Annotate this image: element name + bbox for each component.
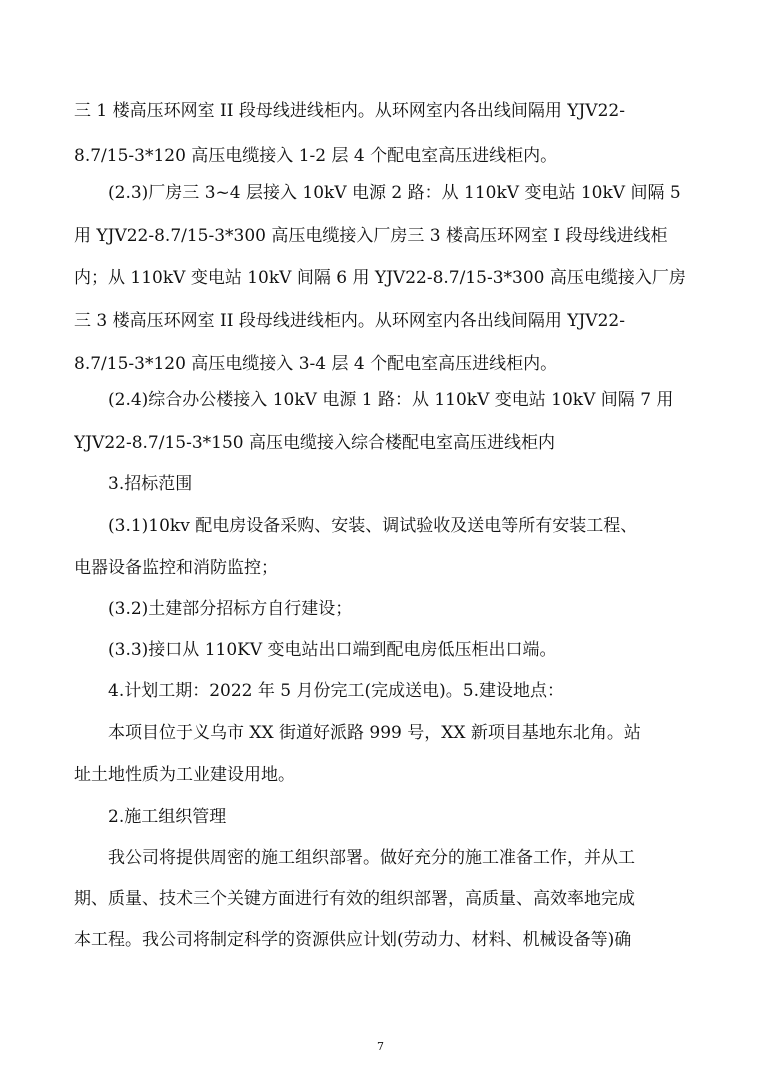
text-line: (3.2)土建部分招标方自行建设；: [108, 599, 353, 619]
text-line: 本项目位于义乌市 XX 街道好派路 999 号，XX 新项目基地东北角。站: [108, 723, 641, 743]
text-line: 8.7/15-3*120 高压电缆接入 1-2 层 4 个配电室高压进线柜内。: [74, 146, 558, 166]
page-number: 7: [377, 1040, 384, 1053]
text-line: 内；从 110kV 变电站 10kV 间隔 6 用 YJV22-8.7/15-3*300 高压电缆接入厂房: [74, 268, 686, 288]
text-line: 8.7/15-3*120 高压电缆接入 3-4 层 4 个配电室高压进线柜内。: [74, 354, 558, 374]
text-line: (3.3)接口从 110KV 变电站出口端到配电房低压柜出口端。: [108, 640, 557, 660]
text-line: 我公司将提供周密的施工组织部署。做好充分的施工准备工作，并从工: [108, 848, 635, 868]
text-line: 期、质量、技术三个关键方面进行有效的组织部署，高质量、高效率地完成: [74, 889, 635, 909]
text-line: (2.3)厂房三 3~4 层接入 10kV 电源 2 路：从 110kV 变电站 10kV 间隔 5: [108, 183, 681, 203]
section-heading: 3.招标范围: [108, 474, 193, 494]
text-line: (2.4)综合办公楼接入 10kV 电源 1 路：从 110kV 变电站 10kV 间隔 7 用: [108, 390, 674, 410]
text-line: 4.计划工期：2022 年 5 月份完工(完成送电)。5.建设地点：: [108, 681, 564, 701]
text-line: 电器设备监控和消防监控；: [74, 558, 278, 578]
section-heading: 2.施工组织管理: [108, 807, 227, 827]
text-line: 本工程。我公司将制定科学的资源供应计划(劳动力、材料、机械设备等)确: [74, 930, 632, 950]
text-line: (3.1)10kv 配电房设备采购、安装、调试验收及送电等所有安装工程、: [108, 516, 638, 536]
text-line: YJV22-8.7/15-3*150 高压电缆接入综合楼配电室高压进线柜内: [74, 433, 555, 453]
text-line: 用 YJV22-8.7/15-3*300 高压电缆接入厂房三 3 楼高压环网室 I 段母线进线柜: [74, 226, 668, 246]
text-line: 三 3 楼高压环网室 II 段母线进线柜内。从环网室内各出线间隔用 YJV22-: [74, 311, 625, 331]
text-line: 三 1 楼高压环网室 II 段母线进线柜内。从环网室内各出线间隔用 YJV22-: [74, 101, 625, 121]
text-line: 址土地性质为工业建设用地。: [74, 765, 295, 785]
